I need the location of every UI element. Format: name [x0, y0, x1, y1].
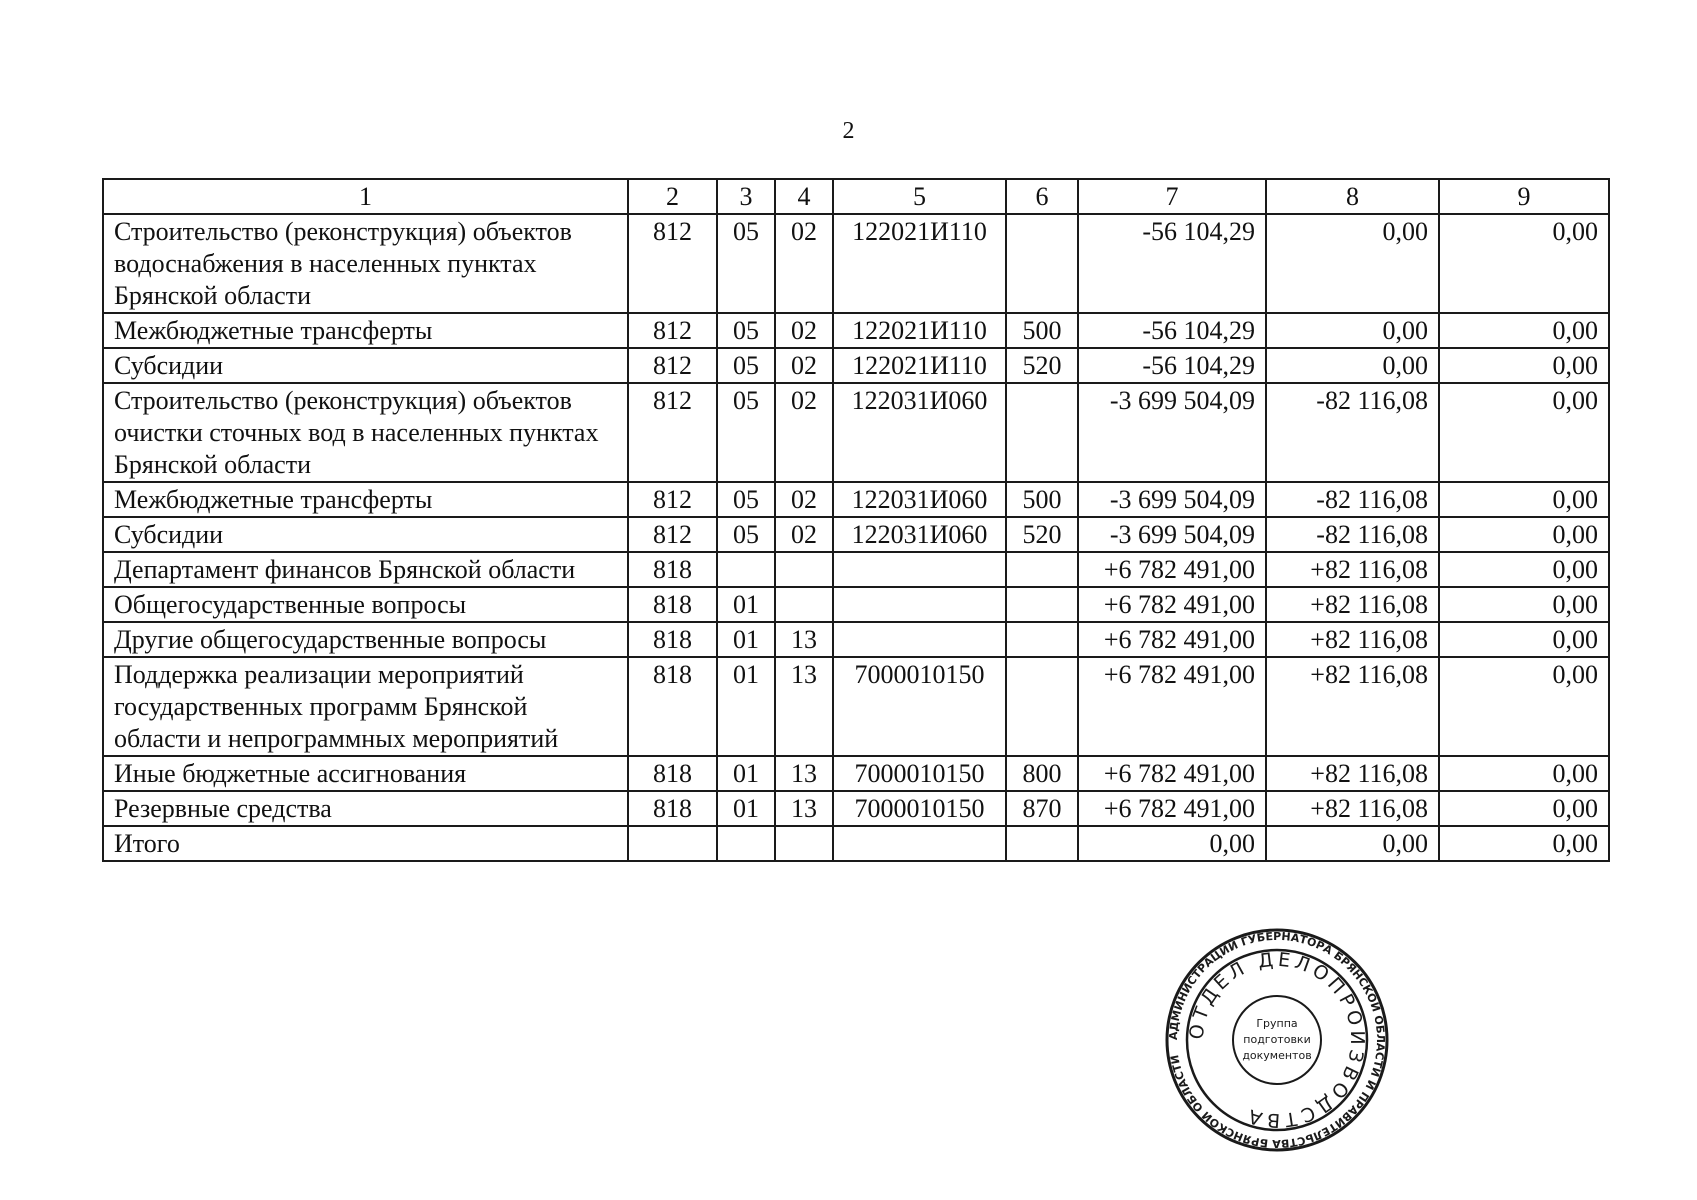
cell-target-article — [833, 552, 1006, 587]
cell-section: 05 — [717, 348, 775, 383]
cell-subsection: 13 — [775, 657, 833, 756]
cell-expense-type — [1006, 587, 1078, 622]
cell-amount-7: +6 782 491,00 — [1078, 756, 1266, 791]
table-row — [103, 587, 1609, 622]
cell-admin-code: 818 — [628, 622, 717, 657]
row-name: Строительство (реконструкция) объектов очистки сточных вод в населенных пунктах Брянской области — [103, 383, 628, 482]
cell-admin-code: 818 — [628, 657, 717, 756]
cell-section — [717, 552, 775, 587]
cell-admin-code: 818 — [628, 552, 717, 587]
cell-admin-code: 818 — [628, 756, 717, 791]
table-row — [103, 383, 1609, 482]
cell-admin-code: 812 — [628, 482, 717, 517]
cell-amount-8: +82 116,08 — [1266, 756, 1439, 791]
cell-target-article: 122021И110 — [833, 313, 1006, 348]
cell-expense-type — [1006, 214, 1078, 313]
cell-amount-8: +82 116,08 — [1266, 791, 1439, 826]
cell-amount-8: 0,00 — [1266, 313, 1439, 348]
cell-expense-type: 520 — [1006, 348, 1078, 383]
row-name: Другие общегосударственные вопросы — [103, 622, 628, 657]
cell-subsection: 13 — [775, 756, 833, 791]
header-col-7: 7 — [1078, 179, 1266, 214]
cell-amount-9: 0,00 — [1439, 587, 1609, 622]
stamp-outer-textpath: АДМИНИСТРАЦИИ ГУБЕРНАТОРА БРЯНСКОЙ ОБЛАСТИ И ПРАВИТЕЛЬСТВА БРЯНСКОЙ ОБЛАСТИ — [1166, 929, 1388, 1151]
cell-amount-8: -82 116,08 — [1266, 517, 1439, 552]
cell-amount-8: 0,00 — [1266, 826, 1439, 861]
row-name: Субсидии — [103, 517, 628, 552]
cell-target-article: 122031И060 — [833, 383, 1006, 482]
cell-target-article: 122031И060 — [833, 482, 1006, 517]
table-row — [103, 517, 1609, 552]
cell-expense-type — [1006, 622, 1078, 657]
cell-target-article — [833, 587, 1006, 622]
cell-expense-type: 500 — [1006, 482, 1078, 517]
cell-amount-8: 0,00 — [1266, 214, 1439, 313]
cell-admin-code: 812 — [628, 517, 717, 552]
budget-table — [102, 178, 1610, 862]
cell-amount-7: +6 782 491,00 — [1078, 552, 1266, 587]
cell-amount-8: +82 116,08 — [1266, 657, 1439, 756]
table-row — [103, 313, 1609, 348]
cell-subsection: 02 — [775, 214, 833, 313]
table-row — [103, 791, 1609, 826]
cell-amount-9: 0,00 — [1439, 517, 1609, 552]
cell-target-article — [833, 622, 1006, 657]
row-name: Межбюджетные трансферты — [103, 313, 628, 348]
cell-amount-7: -3 699 504,09 — [1078, 383, 1266, 482]
stamp-center — [1242, 1017, 1311, 1062]
cell-amount-7: -3 699 504,09 — [1078, 482, 1266, 517]
cell-expense-type: 500 — [1006, 313, 1078, 348]
cell-target-article: 122021И110 — [833, 214, 1006, 313]
cell-admin-code: 812 — [628, 313, 717, 348]
cell-amount-8: +82 116,08 — [1266, 587, 1439, 622]
cell-amount-7: +6 782 491,00 — [1078, 657, 1266, 756]
cell-amount-7: +6 782 491,00 — [1078, 791, 1266, 826]
cell-subsection: 02 — [775, 383, 833, 482]
cell-target-article: 7000010150 — [833, 657, 1006, 756]
cell-section: 05 — [717, 383, 775, 482]
row-name: Общегосударственные вопросы — [103, 587, 628, 622]
cell-amount-9: 0,00 — [1439, 348, 1609, 383]
cell-target-article: 122021И110 — [833, 348, 1006, 383]
cell-amount-9: 0,00 — [1439, 622, 1609, 657]
cell-amount-9: 0,00 — [1439, 791, 1609, 826]
cell-section: 01 — [717, 791, 775, 826]
cell-section: 01 — [717, 587, 775, 622]
page-number: 2 — [842, 118, 855, 144]
header-col-5: 5 — [833, 179, 1006, 214]
cell-section: 01 — [717, 622, 775, 657]
header-row — [103, 179, 1609, 214]
table-row — [103, 657, 1609, 756]
cell-amount-9: 0,00 — [1439, 657, 1609, 756]
header-col-2: 2 — [628, 179, 717, 214]
row-name: Строительство (реконструкция) объектов водоснабжения в населенных пунктах Брянской области — [103, 214, 628, 313]
cell-amount-8: -82 116,08 — [1266, 383, 1439, 482]
table-row — [103, 482, 1609, 517]
row-name: Департамент финансов Брянской области — [103, 552, 628, 587]
table-row-total — [103, 826, 1609, 861]
stamp-center-line-1: Группа — [1256, 1017, 1298, 1030]
cell-amount-7: -3 699 504,09 — [1078, 517, 1266, 552]
cell-subsection: 13 — [775, 791, 833, 826]
cell-section: 05 — [717, 517, 775, 552]
cell-amount-7: -56 104,29 — [1078, 313, 1266, 348]
table-row — [103, 756, 1609, 791]
header-col-9: 9 — [1439, 179, 1609, 214]
cell-section — [717, 826, 775, 861]
cell-subsection — [775, 552, 833, 587]
cell-amount-8: +82 116,08 — [1266, 552, 1439, 587]
cell-amount-9: 0,00 — [1439, 214, 1609, 313]
office-stamp — [1165, 928, 1389, 1152]
stamp-center-line-2: подготовки — [1243, 1033, 1311, 1046]
cell-subsection: 13 — [775, 622, 833, 657]
cell-subsection — [775, 826, 833, 861]
cell-section: 01 — [717, 657, 775, 756]
cell-expense-type — [1006, 826, 1078, 861]
row-name: Поддержка реализации мероприятий государственных программ Брянской области и непрограммных мероприятий — [103, 657, 628, 756]
cell-expense-type — [1006, 552, 1078, 587]
cell-amount-9: 0,00 — [1439, 756, 1609, 791]
cell-section: 05 — [717, 313, 775, 348]
cell-admin-code: 812 — [628, 383, 717, 482]
cell-subsection: 02 — [775, 313, 833, 348]
cell-section: 01 — [717, 756, 775, 791]
stamp-center-line-3: документов — [1242, 1049, 1312, 1062]
cell-amount-8: -82 116,08 — [1266, 482, 1439, 517]
stamp-ring-textpath: ОТДЕЛ ДЕЛОПРОИЗВОДСТВА — [1185, 948, 1369, 1132]
cell-amount-9: 0,00 — [1439, 826, 1609, 861]
cell-amount-7: +6 782 491,00 — [1078, 587, 1266, 622]
header-col-8: 8 — [1266, 179, 1439, 214]
cell-admin-code: 812 — [628, 214, 717, 313]
cell-amount-7: 0,00 — [1078, 826, 1266, 861]
cell-amount-9: 0,00 — [1439, 482, 1609, 517]
cell-subsection: 02 — [775, 517, 833, 552]
header-col-4: 4 — [775, 179, 833, 214]
cell-expense-type — [1006, 657, 1078, 756]
cell-amount-8: 0,00 — [1266, 348, 1439, 383]
cell-expense-type: 520 — [1006, 517, 1078, 552]
table-row — [103, 552, 1609, 587]
cell-admin-code — [628, 826, 717, 861]
cell-subsection: 02 — [775, 482, 833, 517]
cell-expense-type — [1006, 383, 1078, 482]
table-row — [103, 622, 1609, 657]
cell-amount-9: 0,00 — [1439, 383, 1609, 482]
header-col-1: 1 — [103, 179, 628, 214]
cell-admin-code: 818 — [628, 791, 717, 826]
cell-subsection — [775, 587, 833, 622]
cell-target-article: 122031И060 — [833, 517, 1006, 552]
row-name: Итого — [103, 826, 628, 861]
row-name: Субсидии — [103, 348, 628, 383]
cell-subsection: 02 — [775, 348, 833, 383]
header-col-3: 3 — [717, 179, 775, 214]
cell-amount-9: 0,00 — [1439, 552, 1609, 587]
row-name: Иные бюджетные ассигнования — [103, 756, 628, 791]
header-col-6: 6 — [1006, 179, 1078, 214]
cell-target-article: 7000010150 — [833, 756, 1006, 791]
row-name: Межбюджетные трансферты — [103, 482, 628, 517]
cell-amount-9: 0,00 — [1439, 313, 1609, 348]
table-row — [103, 214, 1609, 313]
cell-amount-7: -56 104,29 — [1078, 214, 1266, 313]
table-row — [103, 348, 1609, 383]
cell-amount-7: -56 104,29 — [1078, 348, 1266, 383]
cell-section: 05 — [717, 214, 775, 313]
cell-admin-code: 812 — [628, 348, 717, 383]
row-name: Резервные средства — [103, 791, 628, 826]
cell-admin-code: 818 — [628, 587, 717, 622]
cell-amount-7: +6 782 491,00 — [1078, 622, 1266, 657]
cell-amount-8: +82 116,08 — [1266, 622, 1439, 657]
cell-section: 05 — [717, 482, 775, 517]
cell-expense-type: 870 — [1006, 791, 1078, 826]
cell-target-article — [833, 826, 1006, 861]
cell-target-article: 7000010150 — [833, 791, 1006, 826]
cell-expense-type: 800 — [1006, 756, 1078, 791]
